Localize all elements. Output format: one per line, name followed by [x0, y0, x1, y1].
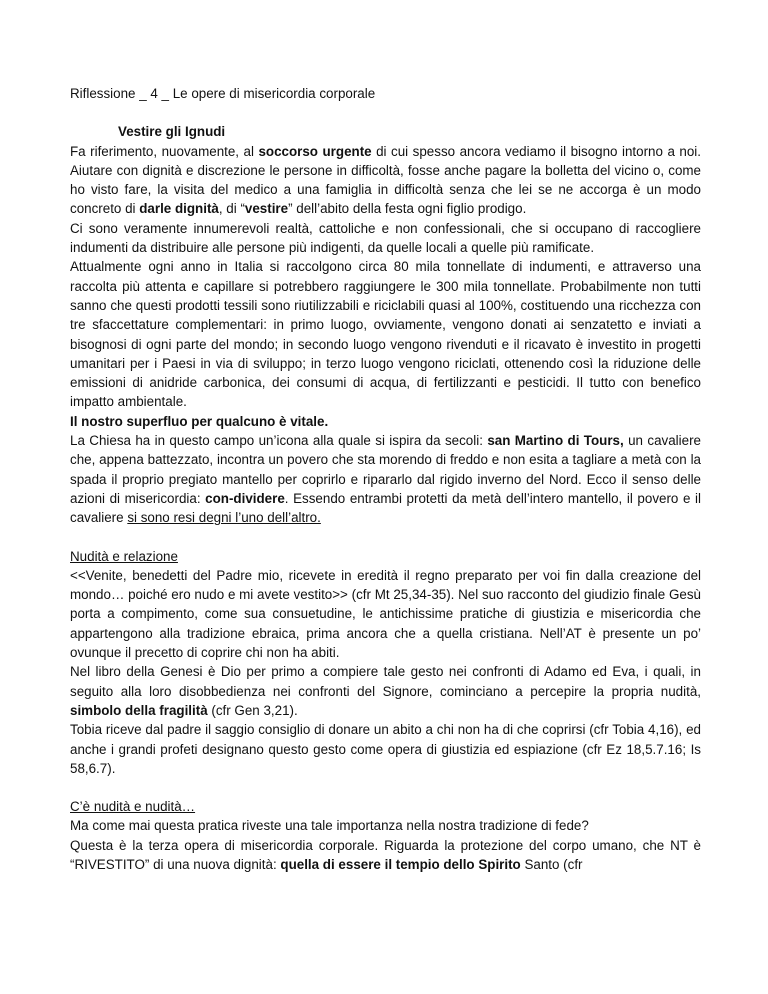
paragraph: La Chiesa ha in questo campo un’icona alla quale si ispira da secoli: san Martino di Tours, un cavaliere che, appena battezzato, incontra un povero che sta morendo di freddo e non esita a tagliare a metà con la spada il proprio pregiato mantello per coprirlo e ripararlo dal rigido inverno del Nord. Ecco il senso delle azioni di misericordia: con-dividere. Essendo entrambi protetti da metà dell’intero mantello, il povero e il cavaliere si sono resi degni l’uno dell’altro. — [70, 433, 701, 526]
paragraph: Nel libro della Genesi è Dio per primo a compiere tale gesto nei confronti di Adamo ed Eva, i quali, in seguito alla loro disobbedienza nei confronti del Signore, cominciano a percepire la propria nudità, simbolo della fragilità (cfr Gen 3,21). — [70, 664, 701, 718]
paragraph: Ci sono veramente innumerevoli realtà, cattoliche e non confessionali, che si occupano di raccogliere indumenti da distribuire alle persone più indigenti, da quelle locali a quelle più ramificate. — [70, 220, 701, 256]
paragraph: Tobia riceve dal padre il saggio consiglio di donare un abito a chi non ha di che coprirsi (cfr Tobia 4,16), ed anche i grandi profeti designano questo gesto come opera di giustizia ed espiazione (cfr Ez 18,5.7.16; Is 58,6.7). — [70, 722, 701, 776]
paragraph: Ma come mai questa pratica riveste una tale importanza nella nostra tradizione di fede? — [70, 818, 589, 834]
section-heading-ce-nudita: C’è nudità e nudità… — [70, 799, 196, 815]
paragraph: <<Venite, benedetti del Padre mio, ricevete in eredità il regno preparato per voi fin dalla creazione del mondo… poiché ero nudo e mi avete vestito>> (cfr Mt 25,34-35). Nel suo racconto del giudizio finale Gesù porta a compimento, come sua consuetudine, le antichissime pratiche di giustizia e misericordia che appartengono alla tradizione ebraica, prima ancora che a quella cristiana. Nell’AT è presente un po’ ovunque il precetto di coprire chi non ha abiti. — [70, 567, 701, 661]
section-heading-vestire: Vestire gli Ignudi — [118, 124, 226, 140]
document-title: Riflessione _ 4 _ Le opere di misericordia corporale — [70, 86, 376, 101]
section-heading-nudita: Nudità e relazione — [70, 548, 178, 564]
document-page — [70, 84, 701, 874]
paragraph: Questa è la terza opera di misericordia corporale. Riguarda la protezione del corpo umano, che NT è “RIVESTITO” di una nuova dignità: quella di essere il tempio dello Spirito Santo (cfr — [70, 837, 701, 872]
bold-statement: Il nostro superfluo per qualcuno è vitale. — [70, 413, 329, 429]
paragraph: Attualmente ogni anno in Italia si raccolgono circa 80 mila tonnellate di indumenti, e attraverso una raccolta più attenta e capillare si potrebbero raggiungere le 300 mila tonnellate. Probabilmente non tutti sanno che questi prodotti tessili sono riutilizzabili e riciclabili quasi al 100%, costituendo una ricchezza con tre sfaccettature complementari: in primo luogo, ovviamente, vengono donati ai senzatetto e inviati a bisognosi di ogni parte del mondo; in secondo luogo vengono rivenduti e il ricavato è investito in progetti umanitari per i Paesi in via di sviluppo; in terzo luogo vengono riciclati, ottenendo così la riduzione delle emissioni di anidride carbonica, dei consumi di acqua, di fertilizzanti e pesticidi. Il tutto con benefico impatto ambientale. — [70, 259, 701, 410]
paragraph: Fa riferimento, nuovamente, al soccorso urgente di cui spesso ancora vediamo il bisogno intorno a noi. Aiutare con dignità e discrezione le persone in difficoltà, fosse anche pagare la bolletta del vicino o, come ho visto fare, la visita del medico a una famiglia in difficoltà senza che lei se ne accorga è un modo concreto di darle dignità, di “vestire” dell’abito della festa ogni figlio prodigo. — [70, 143, 701, 217]
